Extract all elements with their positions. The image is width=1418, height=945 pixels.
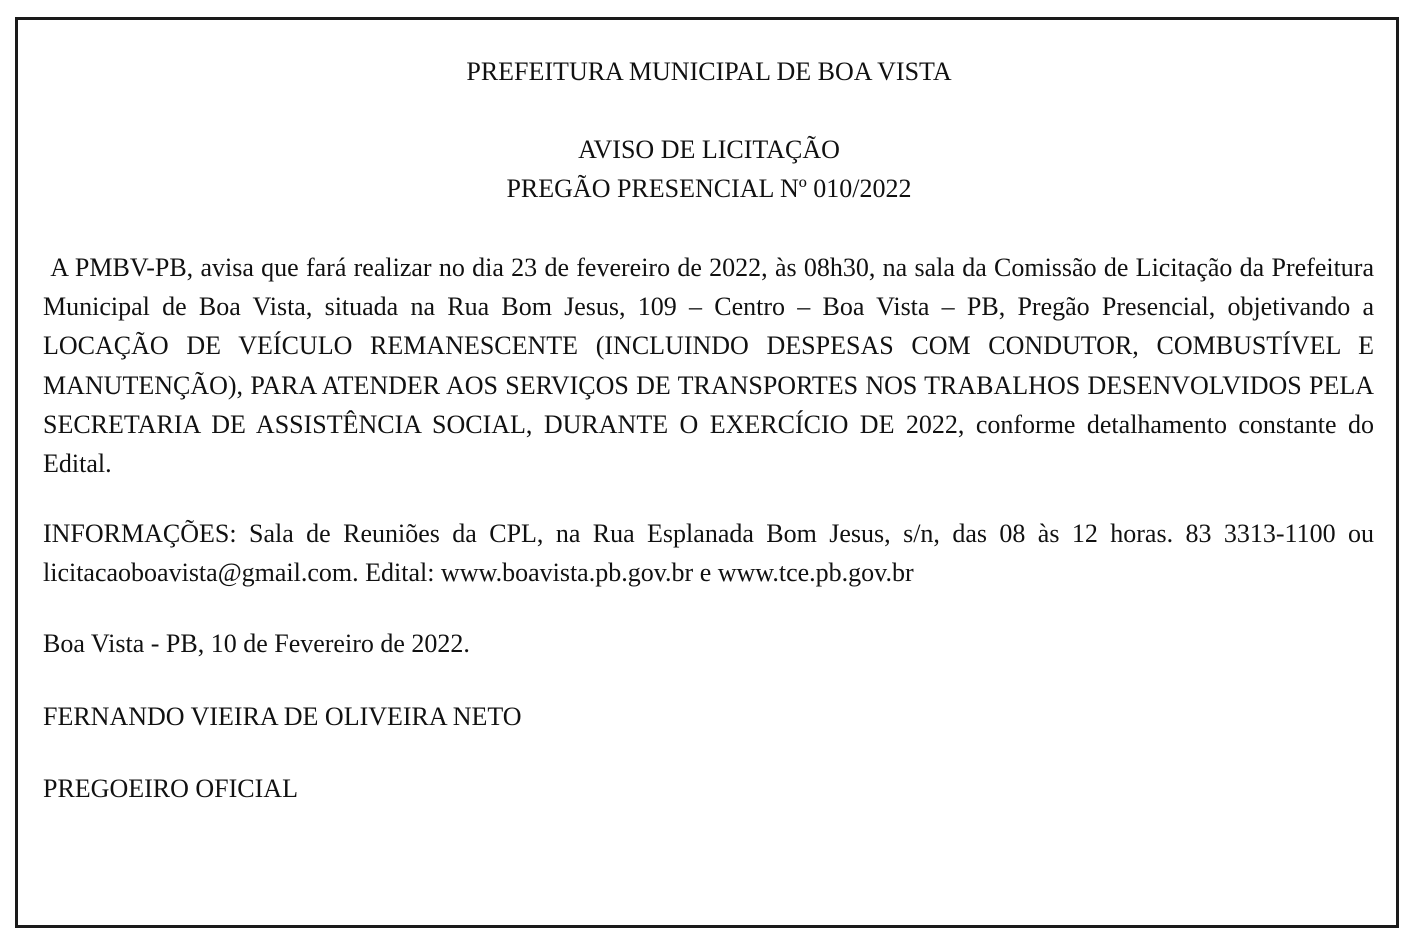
announcement-paragraph: A PMBV-PB, avisa que fará realizar no dia 23 de fevereiro de 2022, às 08h30, na sala da Comissão de Licitação da Prefeitura Municipal de Boa Vista, situada na Rua Bom Jesus, 109 – Centro – Boa Vista – PB, Pregão Presencial, objetivando a LOCAÇÃO DE VEÍCULO REMANESCENTE (INCLUINDO DESPESAS COM CONDUTOR, COMBUSTÍVEL E MANUTENÇÃO), PARA ATENDER AOS SERVIÇOS DE TRANSPORTES NOS TRABALHOS DESENVOLVIDOS PELA SECRETARIA DE ASSISTÊNCIA SOCIAL, DURANTE O EXERCÍCIO DE 2022, conforme detalhamento constante do Edital. [43, 253, 1374, 479]
place-date: Boa Vista - PB, 10 de Fevereiro de 2022. [43, 629, 470, 658]
signer-role: PREGOEIRO OFICIAL [43, 774, 298, 803]
signer-name: FERNANDO VIEIRA DE OLIVEIRA NETO [43, 702, 522, 731]
process-number: PREGÃO PRESENCIAL Nº 010/2022 [506, 174, 912, 203]
information-paragraph: INFORMAÇÕES: Sala de Reuniões da CPL, na Rua Esplanada Bom Jesus, s/n, das 08 às 12 horas. 83 3313-1100 ou licitacaoboavista@gmail.com. Edital: www.boavista.pb.gov.br e www.tce.pb.gov.br [43, 519, 1374, 588]
institution-heading: PREFEITURA MUNICIPAL DE BOA VISTA [466, 57, 952, 86]
notice-title: AVISO DE LICITAÇÃO [578, 135, 840, 164]
